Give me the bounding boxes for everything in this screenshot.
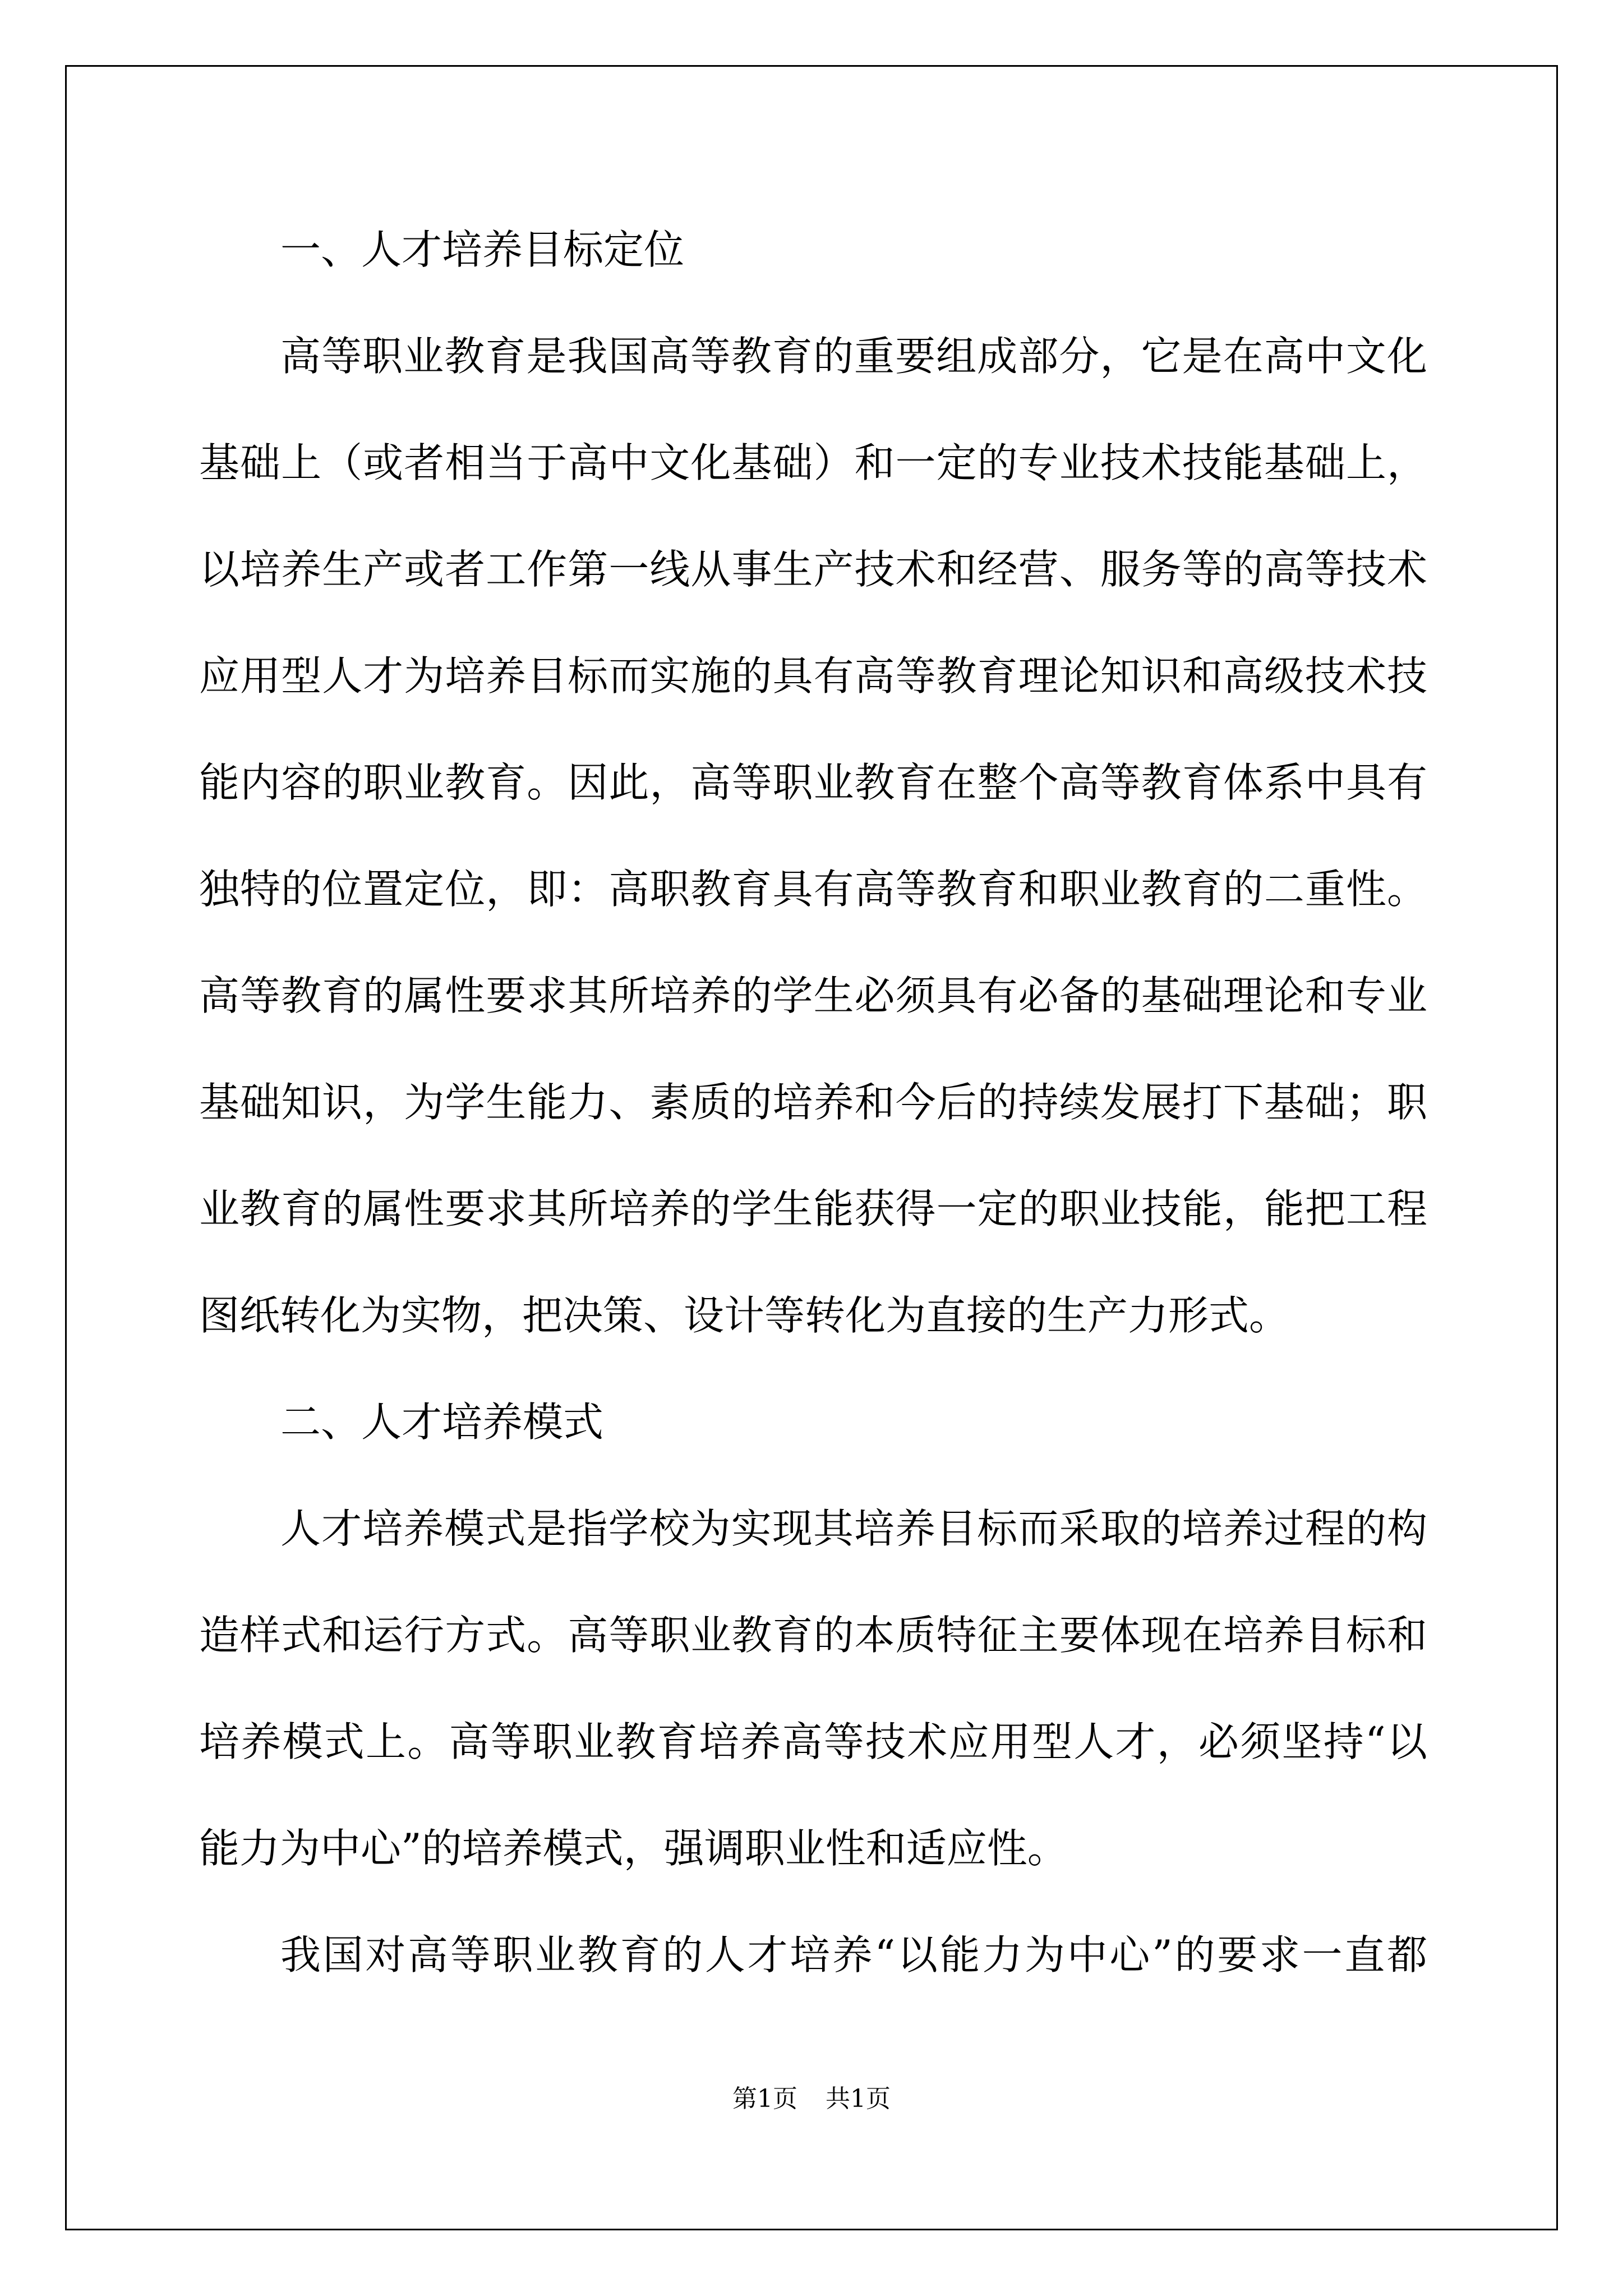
page-footer: [0, 2078, 1623, 2114]
text-line: 高等职业教育是我国高等教育的重要组成部分，它是在高中文化: [280, 333, 1427, 380]
text-line: 我国对高等职业教育的人才培养“以能力为中心”的要求一直都: [280, 1931, 1427, 1978]
text-line: 独特的位置定位，即：高职教育具有高等教育和职业教育的二重性。: [199, 866, 1427, 913]
text-line: 图纸转化为实物，把决策、设计等转化为直接的生产力形式。: [199, 1292, 1290, 1339]
text-line: 业教育的属性要求其所培养的学生能获得一定的职业技能，能把工程: [199, 1185, 1427, 1232]
text-line: 二、人才培养模式: [280, 1398, 604, 1446]
text-line: 培养模式上。高等职业教育培养高等技术应用型人才，必须坚持“以: [199, 1718, 1427, 1765]
text-line: 以培养生产或者工作第一线从事生产技术和经营、服务等的高等技术: [199, 546, 1427, 593]
text-line: 一、人才培养目标定位: [280, 226, 685, 273]
document-body: [199, 202, 1427, 2014]
text-line: 基础知识，为学生能力、素质的培养和今后的持续发展打下基础；职: [199, 1079, 1427, 1126]
text-line: 能力为中心”的培养模式，强调职业性和适应性。: [199, 1825, 1068, 1872]
text-line: 基础上（或者相当于高中文化基础）和一定的专业技术技能基础上，: [199, 439, 1427, 486]
text-line: 人才培养模式是指学校为实现其培养目标而采取的培养过程的构: [280, 1505, 1427, 1552]
text-line: 能内容的职业教育。因此，高等职业教育在整个高等教育体系中具有: [199, 759, 1427, 806]
page-total: 共1页: [826, 2085, 891, 2113]
text-line: 高等教育的属性要求其所培养的学生必须具有必备的基础理论和专业: [199, 972, 1427, 1019]
text-line: 造样式和运行方式。高等职业教育的本质特征主要体现在培养目标和: [199, 1612, 1427, 1659]
page-number: 第1页: [732, 2085, 797, 2113]
text-line: 应用型人才为培养目标而实施的具有高等教育理论知识和高级技术技: [199, 652, 1427, 700]
